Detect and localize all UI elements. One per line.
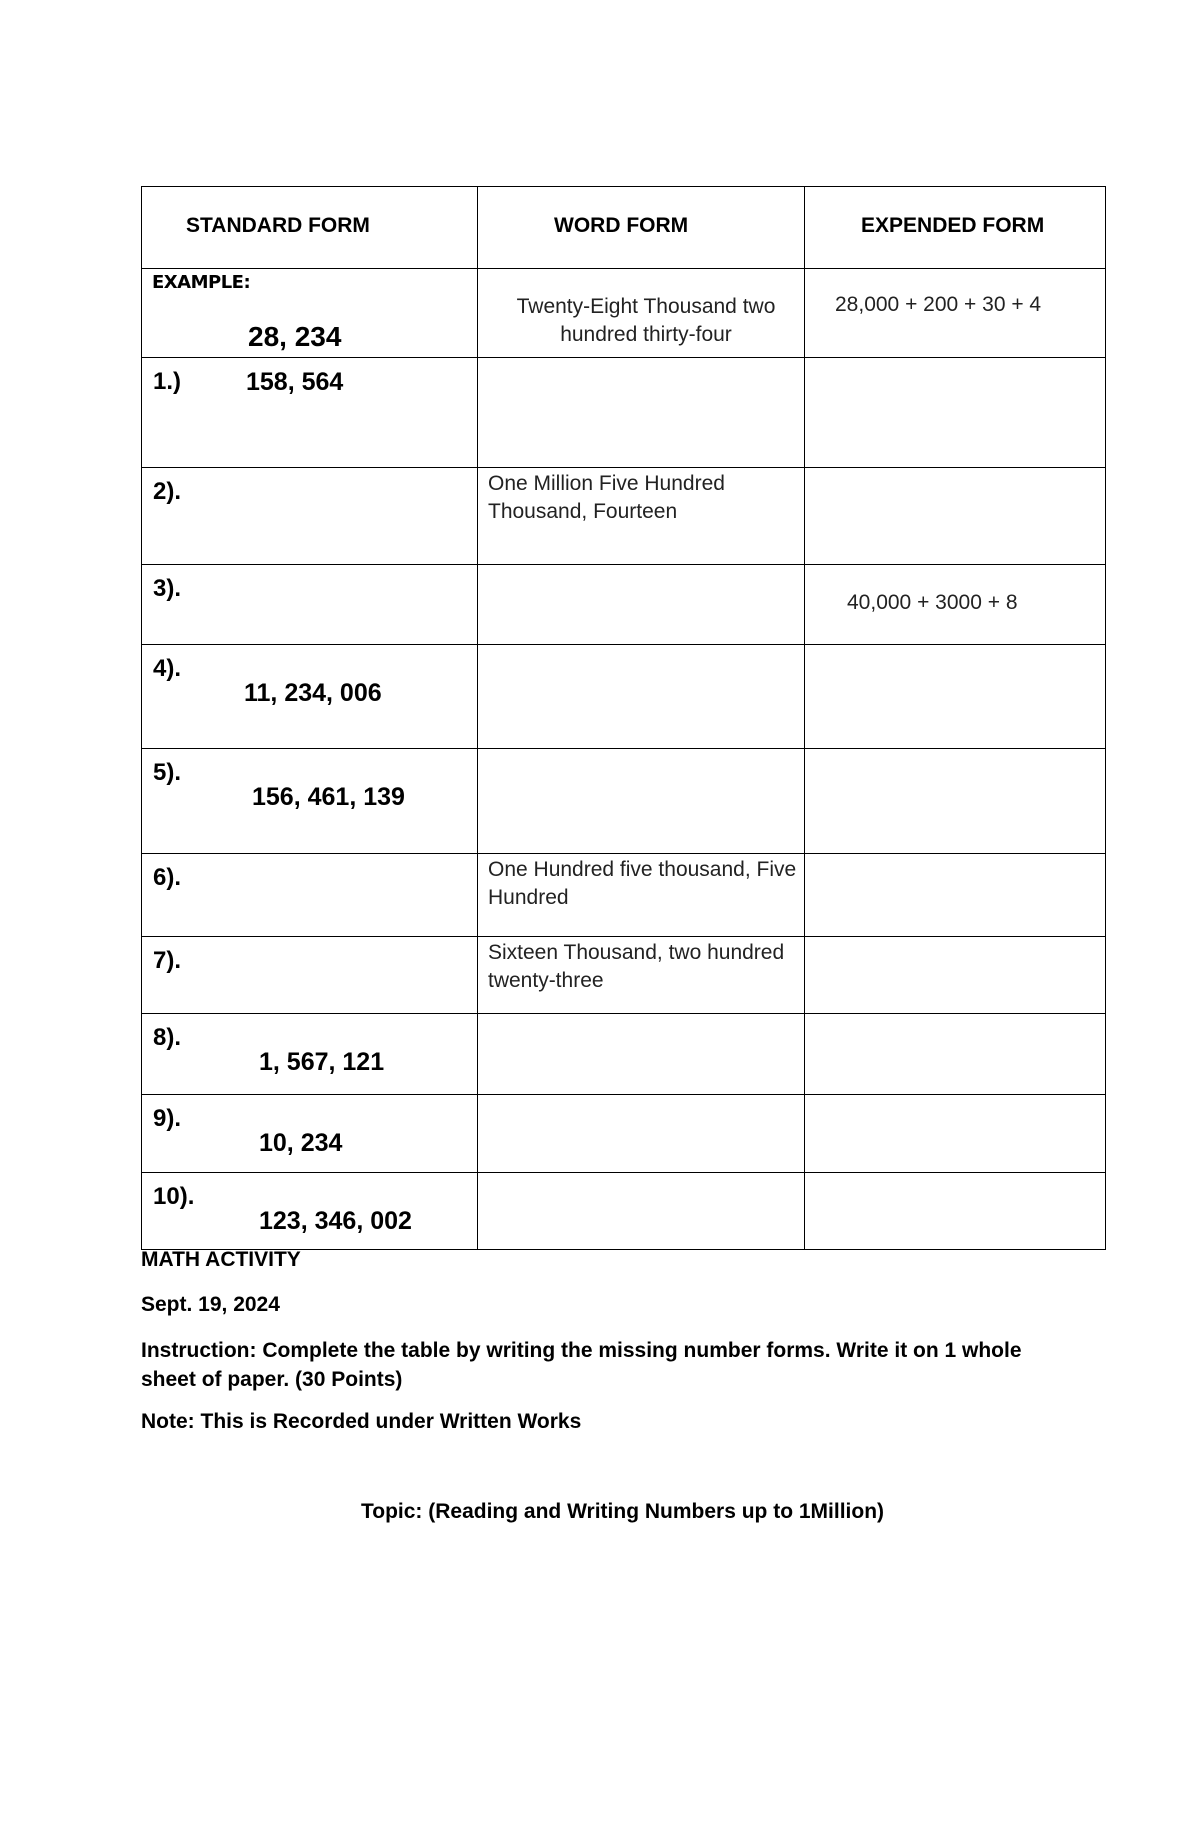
standard-value: 28, 234 — [248, 321, 342, 352]
cell-expanded — [805, 645, 1106, 749]
number-forms-table — [141, 186, 1106, 1250]
instruction-text: Instruction: Complete the table by writing the missing number forms. Write it on 1 whole sheet of paper. (30 Points) — [141, 1339, 1022, 1391]
note-text: Note: This is Recorded under Written Works — [141, 1410, 582, 1433]
cell-standard — [142, 749, 478, 854]
row-number: 7). — [153, 947, 182, 974]
cell-word — [478, 937, 805, 1014]
table-row — [142, 937, 1106, 1014]
cell-standard — [142, 358, 478, 468]
word-value: One Million Five Hundred Thousand, Fourteen — [488, 472, 725, 523]
cell-word — [478, 1095, 805, 1173]
cell-standard — [142, 937, 478, 1014]
cell-standard — [142, 269, 478, 358]
topic-text: Topic: (Reading and Writing Numbers up to 1Million) — [360, 1500, 885, 1523]
row-number: 5). — [153, 759, 182, 786]
cell-expanded — [805, 269, 1106, 358]
cell-standard — [142, 854, 478, 937]
header-word-form: WORD FORM — [478, 187, 805, 269]
row-number: 1.) — [153, 368, 182, 395]
table-header-row — [142, 187, 1106, 269]
cell-expanded — [805, 749, 1106, 854]
cell-word — [478, 854, 805, 937]
cell-expanded — [805, 1173, 1106, 1250]
cell-word — [478, 1173, 805, 1250]
table-row — [142, 1014, 1106, 1095]
row-number: 8). — [153, 1024, 182, 1051]
row-number: 2). — [153, 478, 182, 505]
table-row — [142, 1173, 1106, 1250]
standard-value: 158, 564 — [246, 368, 344, 396]
table-row — [142, 645, 1106, 749]
cell-expanded — [805, 468, 1106, 565]
cell-word — [478, 468, 805, 565]
table-row — [142, 468, 1106, 565]
cell-expanded — [805, 565, 1106, 645]
activity-title: MATH ACTIVITY — [141, 1248, 301, 1271]
table-row — [142, 565, 1106, 645]
table-row — [142, 358, 1106, 468]
word-value: Sixteen Thousand, two hundred twenty-three — [488, 941, 785, 992]
header-expanded-form: EXPENDED FORM — [805, 187, 1106, 269]
table-row — [142, 854, 1106, 937]
expanded-value: 40,000 + 3000 + 8 — [847, 591, 1018, 614]
standard-value: 11, 234, 006 — [244, 679, 382, 707]
cell-expanded — [805, 937, 1106, 1014]
expanded-value: 28,000 + 200 + 30 + 4 — [835, 293, 1042, 316]
row-number: 10). — [153, 1183, 195, 1210]
cell-word — [478, 269, 805, 358]
example-label: EXAMPLE: — [152, 272, 251, 293]
standard-value: 123, 346, 002 — [259, 1207, 412, 1235]
cell-expanded — [805, 854, 1106, 937]
cell-standard — [142, 565, 478, 645]
table-row — [142, 1095, 1106, 1173]
word-value: Twenty-Eight Thousand two hundred thirty-four — [516, 295, 776, 346]
standard-value: 10, 234 — [259, 1129, 343, 1157]
standard-value: 1, 567, 121 — [259, 1048, 385, 1076]
cell-standard — [142, 1014, 478, 1095]
cell-standard — [142, 1173, 478, 1250]
row-number: 6). — [153, 864, 182, 891]
row-number: 9). — [153, 1105, 182, 1132]
table-row-example — [142, 269, 1106, 358]
cell-expanded — [805, 1014, 1106, 1095]
row-number: 3). — [153, 575, 182, 602]
cell-word — [478, 749, 805, 854]
activity-date: Sept. 19, 2024 — [141, 1293, 280, 1316]
cell-expanded — [805, 1095, 1106, 1173]
cell-word — [478, 1014, 805, 1095]
cell-expanded — [805, 358, 1106, 468]
word-value: One Hundred five thousand, Five Hundred — [488, 858, 797, 909]
header-standard-form: STANDARD FORM — [142, 187, 478, 269]
cell-word — [478, 565, 805, 645]
standard-value: 156, 461, 139 — [252, 783, 405, 811]
cell-standard — [142, 468, 478, 565]
cell-standard — [142, 645, 478, 749]
table-row — [142, 749, 1106, 854]
row-number: 4). — [153, 655, 182, 682]
cell-word — [478, 645, 805, 749]
cell-standard — [142, 1095, 478, 1173]
cell-word — [478, 358, 805, 468]
